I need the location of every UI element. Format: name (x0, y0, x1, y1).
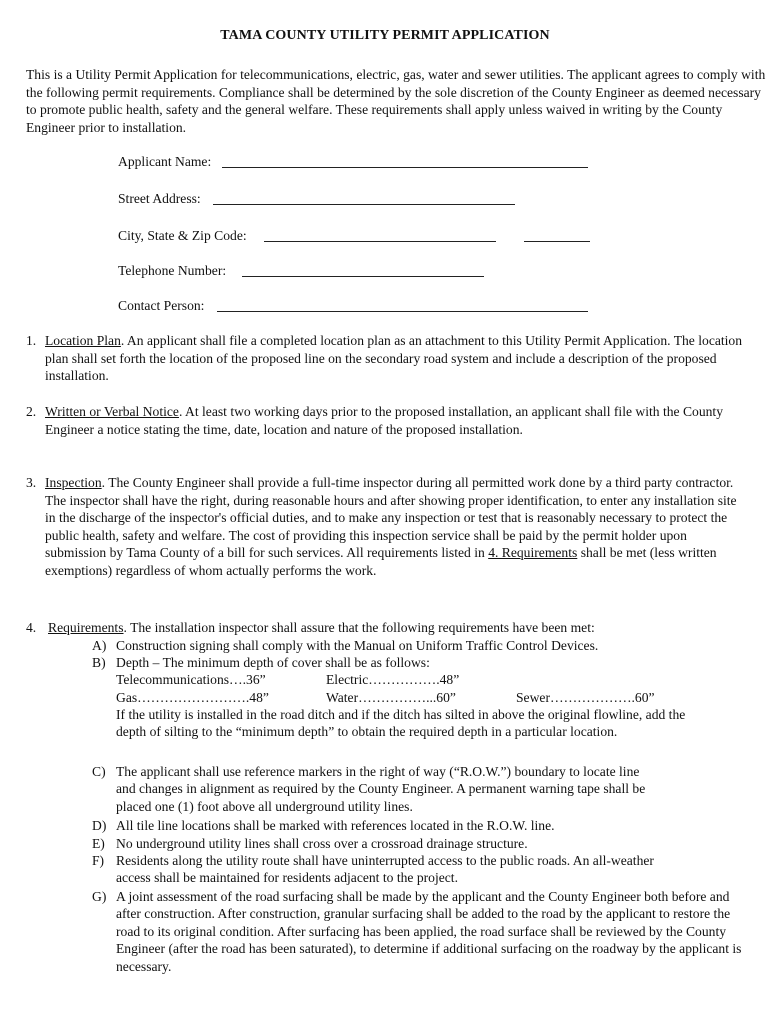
section-location-plan (26, 332, 746, 385)
page-title: TAMA COUNTY UTILITY PERMIT APPLICATION (220, 28, 550, 43)
section-heading: Requirements (48, 620, 124, 635)
intro-paragraph: This is a Utility Permit Application for telecommunications, electric, gas, water and sewer utilities. The applicant agrees to comply with the following permit requirements. Compliance shall be determined by the sole discretion of the County Engineer as deemed necessary to promote public health, safety and the general welfare. These requirements shall apply unless waived in writing by the County Engineer prior to installation. (26, 67, 766, 135)
requirements-reference: 4. Requirements (488, 545, 578, 560)
section-text: . An applicant shall file a completed location plan as an attachment to this Utility Permit Application. The location plan shall set forth the location of the proposed line on the secondary road system and include a description of the proposed installation. (45, 333, 743, 383)
city-state-zip-label: City, State & Zip Code: (118, 228, 247, 243)
requirement-letter: C) (92, 764, 106, 779)
section-heading: Location Plan (45, 333, 121, 348)
requirement-text: Residents along the utility route shall have uninterrupted access to the public roads. An all-weather access shall be maintained for residents adjacent to the project. (116, 853, 654, 886)
city-state-zip-blank (264, 241, 496, 242)
section-text: . At least two working days prior to the proposed installation, an applicant shall file with the County Engineer a notice stating the time, date, location and nature of the proposed installation. (45, 404, 724, 437)
street-address-blank (213, 204, 515, 205)
requirement-text: All tile line locations shall be marked with references located in the R.O.W. line. (116, 818, 555, 833)
section-requirements (26, 619, 746, 637)
requirement-b (92, 654, 742, 671)
requirement-text: A joint assessment of the road surfacing shall be made by the applicant and the County Engineer both before and after construction. After construction, granular surfacing shall be added to the road by the applicant to restore the road to its original condition. After surfacing has been applied, the road surface shall be reviewed by the County Engineer (after the road has been saturated), to determine if additional surfacing on the roadway by the applicant is necessary. (116, 889, 742, 974)
section-text: . The installation inspector shall assure that the following requirements have been met: (123, 620, 595, 635)
contact-person-field (118, 296, 204, 316)
applicant-name-label: Applicant Name: (118, 154, 212, 169)
telephone-blank (242, 276, 484, 277)
requirement-letter: A) (92, 638, 107, 653)
street-address-label: Street Address: (118, 191, 201, 206)
depth-note-text: If the utility is installed in the road ditch and if the ditch has silted in above the original flowline, add the depth of silting to the “minimum depth” to obtain the required depth in a particular location. (116, 707, 686, 740)
requirement-c (92, 763, 652, 815)
section-inspection (26, 474, 746, 579)
city-state-zip-field (118, 226, 247, 246)
requirement-f (92, 852, 672, 887)
requirement-letter: F) (92, 853, 105, 868)
depth-sewer: Sewer……………….60” (516, 690, 655, 705)
contact-person-label: Contact Person: (118, 298, 205, 313)
requirement-text: The applicant shall use reference markers in the right of way (“R.O.W.”) boundary to locate line and changes in alignment as required by the County Engineer. A permanent warning tape shall be placed one (1) foot above all underground utility lines. (116, 764, 646, 814)
section-heading: Written or Verbal Notice (45, 404, 179, 419)
section-number: 3. (26, 475, 37, 490)
requirement-g (92, 888, 742, 975)
depth-gas: Gas…………………….48” (116, 690, 269, 705)
applicant-name-field (118, 152, 211, 172)
section-text: . The County Engineer shall provide a full-time inspector during all permitted work done by a third party contractor. The inspector shall have the right, during reasonable hours and after showing proper identification, to enter any installation site in the discharge of the inspector's official duties, and to make any inspection or test that is reasonably necessary to protect the public health, safety and welfare. The cost of providing this inspection service shall be paid by the permit holder upon submission by Tama County of a bill for such services. All requirements listed in (45, 475, 737, 560)
requirement-a (92, 637, 742, 654)
depth-telecom: Telecommunications….36” (116, 672, 266, 687)
depth-electric: Electric…………….48” (326, 672, 460, 687)
requirement-d (92, 817, 742, 834)
requirement-letter: G) (92, 889, 107, 904)
section-number: 2. (26, 404, 37, 419)
telephone-label: Telephone Number: (118, 263, 227, 278)
city-state-zip-blank-2 (524, 241, 590, 242)
section-written-notice (26, 403, 746, 438)
contact-person-blank (217, 311, 588, 312)
applicant-name-blank (222, 167, 588, 168)
requirement-text: Construction signing shall comply with the Manual on Uniform Traffic Control Devices. (116, 638, 599, 653)
requirement-text: Depth – The minimum depth of cover shall be as follows: (116, 655, 430, 670)
section-number: 4. (26, 620, 37, 635)
street-address-field (118, 189, 201, 209)
requirement-text: No underground utility lines shall cross over a crossroad drainage structure. (116, 836, 528, 851)
requirement-e (92, 835, 742, 852)
requirement-letter: E) (92, 836, 105, 851)
depth-note (116, 706, 716, 741)
telephone-field (118, 261, 226, 281)
requirement-letter: D) (92, 818, 107, 833)
requirement-letter: B) (92, 655, 106, 670)
section-heading: Inspection (45, 475, 102, 490)
section-text-tail: shall be met (less written exemptions) regardless of whom actually performs the work. (45, 545, 717, 578)
depth-water: Water……………...60” (326, 690, 456, 705)
section-number: 1. (26, 333, 37, 348)
